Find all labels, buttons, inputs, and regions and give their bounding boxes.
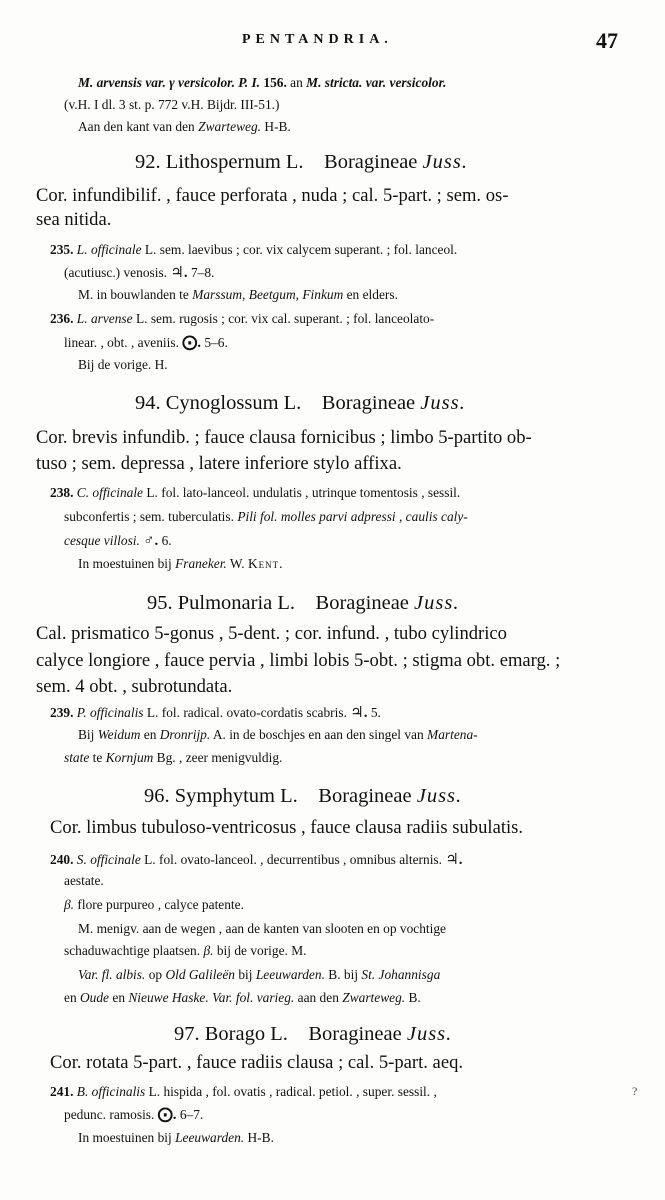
family-name: Boragineae <box>315 592 409 614</box>
section-heading-96 <box>144 785 462 808</box>
intro-line-2: (v.H. I dl. 3 st. p. 772 v.H. Bijdr. III-51.) <box>64 97 280 112</box>
page-number: 47 <box>596 28 618 53</box>
section-heading-92 <box>135 151 468 174</box>
place-name: Marssum <box>192 287 243 302</box>
annual-symbol: ⨀. <box>157 1107 177 1123</box>
place-name: Dronrijp. <box>159 727 211 742</box>
entry-239-line-3 <box>64 751 282 766</box>
species-note: cesque villosi. <box>64 533 140 548</box>
entry-number: 239. <box>50 705 74 720</box>
genus-name: 94. Cynoglossum L. <box>135 392 302 414</box>
place-name: Old Galileën <box>165 967 235 982</box>
species-name: B. officinalis <box>76 1084 146 1099</box>
genus-name: 96. Symphytum L. <box>144 785 298 807</box>
entry-240-line-6 <box>78 968 440 983</box>
variety-beta: β. <box>64 897 75 912</box>
genus-description-94-line-2: tuso ; sem. depressa , latere inferiore stylo affixa. <box>36 453 402 474</box>
species-description: L. fol. radical. ovato-cordatis scabris. <box>146 705 347 720</box>
separator: , <box>295 287 299 302</box>
section-heading-95 <box>147 592 459 615</box>
flowering-months: 7–8. <box>190 265 215 280</box>
place-name: Zwarteweg. <box>342 990 406 1005</box>
entry-240-line-2: aestate. <box>64 873 104 888</box>
species-description: subconfertis ; sem. tuberculatis. <box>64 509 234 524</box>
locality-text: schaduwachtige plaatsen. <box>64 943 201 958</box>
species-name: P. officinalis <box>76 705 144 720</box>
species-description: L. sem. laevibus ; cor. vix calycem superant. ; fol. lanceol. <box>144 242 458 257</box>
intro-ref: M. arvensis var. γ versicolor. P. I. <box>78 75 261 90</box>
annual-symbol: ⨀. <box>182 335 202 351</box>
genus-name: 97. Borago L. <box>174 1023 288 1045</box>
entry-236-line-2 <box>64 335 228 352</box>
collector: W. <box>229 556 245 571</box>
perennial-symbol: ♃. <box>350 705 368 721</box>
place-name: state <box>64 750 90 765</box>
genus-description-97-line-1: Cor. rotata 5-part. , fauce radiis clausa ; cal. 5-part. aeq. <box>50 1052 464 1073</box>
variety-note: Var. fol. varieg. <box>212 990 295 1005</box>
genus-description-95-line-3: sem. 4 obt. , subrotundata. <box>36 676 233 697</box>
intro-an: an <box>290 75 303 90</box>
genus-description-95-line-1: Cal. prismatico 5-gonus , 5-dent. ; cor. infund. , tubo cylindrico <box>36 623 507 644</box>
entry-number: 238. <box>50 485 74 500</box>
species-description: L. fol. lato-lanceol. undulatis , utrinque tomentosis , sessil. <box>146 485 461 500</box>
place-name: Leeuwarden. <box>255 967 325 982</box>
flowering-months: 5. <box>370 705 381 720</box>
family-name: Boragineae <box>308 1023 402 1045</box>
locality-text: bij <box>238 967 253 982</box>
family-name: Boragineae <box>321 392 416 414</box>
genus-description-96-line-1: Cor. limbus tubuloso-ventricosus , fauce clausa radiis subulatis. <box>50 817 524 838</box>
place-name: Martena- <box>427 727 478 742</box>
flowering-months: 5–6. <box>204 335 228 350</box>
locality-text: A. in de boschjes en aan den singel van <box>212 727 424 742</box>
running-header <box>0 30 665 56</box>
variety-beta: β. <box>203 943 214 958</box>
collector: B. <box>408 990 421 1005</box>
locality-text: en elders. <box>346 287 398 302</box>
separator: , <box>242 287 246 302</box>
place-name: Nieuwe Haske. <box>128 990 209 1005</box>
species-name: C. officinale <box>76 485 143 500</box>
species-description: L. fol. ovato-lanceol. , decurrentibus , omnibus alternis. <box>144 852 442 867</box>
place-name: Leeuwarden. <box>175 1130 245 1145</box>
entry-number: 235. <box>50 242 74 257</box>
family-author: Juss. <box>414 592 460 614</box>
entry-238-line-2 <box>64 510 468 525</box>
entry-number: 241. <box>50 1084 74 1099</box>
variety-note: Var. fl. albis. <box>78 967 146 982</box>
intro-page: 156. <box>263 75 287 90</box>
entry-number: 236. <box>50 311 74 326</box>
place-name: St. Johannisga <box>361 967 441 982</box>
species-description: L. sem. rugosis ; cor. vix cal. superant. ; fol. lanceolato- <box>135 311 435 326</box>
entry-240-line-5 <box>64 944 306 959</box>
locality-text: Bg. , zeer menigvuldig. <box>156 750 283 765</box>
entry-240-line-4: M. menigv. aan de wegen , aan de kanten van slooten en op vochtige <box>78 921 446 936</box>
locality-text: B. bij <box>328 967 359 982</box>
family-author: Juss. <box>422 151 468 173</box>
section-heading-94 <box>135 392 466 415</box>
locality-text: aan den <box>297 990 339 1005</box>
family-author: Juss. <box>406 1023 453 1045</box>
running-title: PENTANDRIA. <box>242 32 393 47</box>
intro-line-1 <box>78 76 446 91</box>
entry-241-line-3 <box>78 1131 274 1146</box>
family-author: Juss. <box>416 785 463 807</box>
intro-collector: H-B. <box>264 119 291 134</box>
locality-text: op <box>148 967 163 982</box>
collector: Kent. <box>248 556 284 571</box>
entry-238-line-1 <box>50 486 460 501</box>
intro-variety: M. stricta. var. versicolor. <box>306 75 447 90</box>
place-name: Oude <box>80 990 110 1005</box>
flowering-months: 6–7. <box>179 1107 204 1122</box>
genus-name: 92. Lithospernum L. <box>135 151 304 173</box>
perennial-symbol: ♃. <box>445 852 463 868</box>
species-note: Pili fol. molles parvi adpressi , caulis caly- <box>237 509 468 524</box>
margin-mark: ? <box>632 1084 638 1098</box>
place-name: Kornjum <box>105 750 154 765</box>
variety-description: flore purpureo , calyce patente. <box>77 897 244 912</box>
entry-235-line-2 <box>64 265 214 282</box>
intro-loc-text: Aan den kant van den <box>78 119 195 134</box>
entry-240-line-1 <box>50 852 463 869</box>
entry-240-line-3 <box>64 898 244 913</box>
locality-text: te <box>92 750 103 765</box>
locality-text: bij de vorige. M. <box>216 943 307 958</box>
species-description: (acutiusc.) venosis. <box>64 265 168 280</box>
locality-text: en <box>143 727 157 742</box>
species-name: S. officinale <box>76 852 141 867</box>
entry-239-line-2 <box>78 728 478 743</box>
place-name: Franeker. <box>175 556 227 571</box>
species-description: L. hispida , fol. ovatis , radical. petiol. , super. sessil. , <box>148 1084 437 1099</box>
genus-description-92-line-1: Cor. infundibilif. , fauce perforata , nuda ; cal. 5-part. ; sem. os- <box>36 185 509 206</box>
family-name: Boragineae <box>318 785 412 807</box>
entry-239-line-1 <box>50 705 381 722</box>
entry-240-line-7 <box>64 991 421 1006</box>
section-heading-97 <box>174 1023 452 1046</box>
flowering-months: 6. <box>161 533 172 548</box>
entry-236-line-1 <box>50 312 434 327</box>
entry-238-line-4 <box>78 557 284 572</box>
family-author: Juss. <box>420 392 466 414</box>
entry-241-line-1 <box>50 1085 437 1100</box>
genus-description-92-line-2: sea nitida. <box>36 209 112 230</box>
locality-text: en <box>112 990 126 1005</box>
locality-text: Bij <box>78 727 95 742</box>
genus-name: 95. Pulmonaria L. <box>147 592 296 614</box>
locality-text: M. in bouwlanden te <box>78 287 189 302</box>
locality-text: en <box>64 990 77 1005</box>
entry-238-line-3 <box>64 533 172 550</box>
place-name: Beetgum <box>248 287 296 302</box>
locality-text: In moestuinen bij <box>78 556 172 571</box>
biennial-symbol: ♂. <box>143 533 159 549</box>
family-name: Boragineae <box>324 151 418 173</box>
entry-235-line-3 <box>78 288 398 303</box>
species-name: L. officinale <box>76 242 142 257</box>
perennial-symbol: ♃. <box>170 265 188 281</box>
entry-number: 240. <box>50 852 74 867</box>
species-description: pedunc. ramosis. <box>64 1107 155 1122</box>
locality-text: In moestuinen bij <box>78 1130 172 1145</box>
genus-description-95-line-2: calyce longiore , fauce pervia , limbi lobis 5-obt. ; stigma obt. emarg. ; <box>36 650 561 671</box>
genus-description-94-line-1: Cor. brevis infundib. ; fauce clausa fornicibus ; limbo 5-partito ob- <box>36 427 532 448</box>
place-name: Weidum <box>97 727 141 742</box>
species-description: linear. , obt. , aveniis. <box>64 335 179 350</box>
entry-235-line-1 <box>50 243 457 258</box>
collector: H-B. <box>247 1130 274 1145</box>
entry-241-line-2 <box>64 1107 203 1124</box>
intro-place: Zwarteweg. <box>198 119 261 134</box>
place-name: Finkum <box>302 287 344 302</box>
species-name: L. arvense <box>76 311 133 326</box>
intro-line-3 <box>78 120 291 135</box>
entry-236-line-3: Bij de vorige. H. <box>78 357 168 372</box>
